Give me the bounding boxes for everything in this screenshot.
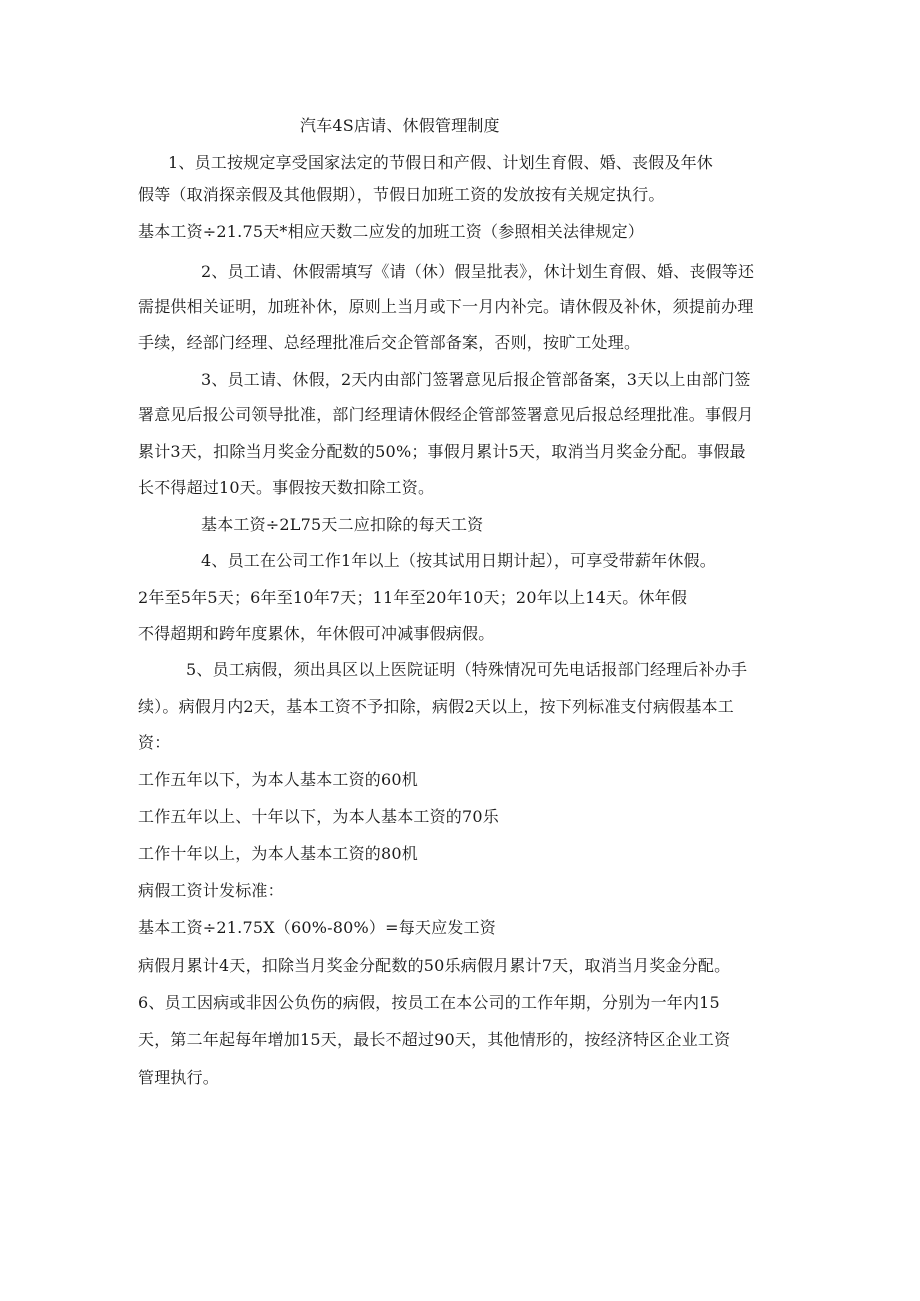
paragraph-line: 1、员工按规定享受国家法定的节假日和产假、计划生育假、婚、丧假及年休 (168, 153, 713, 172)
list-item: 工作五年以下，为本人基本工资的60机 (138, 770, 418, 789)
paragraph-line: 6、员工因病或非因公负伤的病假，按员工在本公司的工作年期，分别为一年内15 (138, 993, 720, 1012)
paragraph-line: 3、员工请、休假，2天内由部门签署意见后报企管部备案，3天以上由部门签 (201, 370, 751, 389)
formula-line: 基本工资÷21.75天*相应天数二应发的加班工资（参照相关法律规定） (138, 222, 645, 241)
paragraph-line: 2年至5年5天；6年至10年7天；11年至20年10天；20年以上14天。休年假 (138, 588, 688, 607)
paragraph-line: 续）。病假月内2天，基本工资不予扣除，病假2天以上，按下列标准支付病假基本工 (138, 697, 734, 716)
paragraph-line: 手续，经部门经理、总经理批准后交企管部备案，否则，按旷工处理。 (138, 333, 641, 352)
list-item: 工作五年以上、十年以下，为本人基本工资的70乐 (138, 807, 499, 826)
paragraph-line: 需提供相关证明，加班补休，原则上当月或下一月内补完。请休假及补休，须提前办理 (138, 297, 754, 316)
paragraph-line: 病假月累计4天，扣除当月奖金分配数的50乐病假月累计7天，取消当月奖金分配。 (138, 956, 731, 975)
paragraph-line: 管理执行。 (138, 1068, 220, 1087)
paragraph-line: 天，第二年起每年增加15天，最长不超过90天，其他情形的，按经济特区企业工资 (138, 1030, 731, 1049)
formula-line: 基本工资÷21.75X（60%-80%）=每天应发工资 (138, 918, 496, 937)
paragraph-line: 假等（取消探亲假及其他假期），节假日加班工资的发放按有关规定执行。 (138, 185, 665, 204)
paragraph-line: 病假工资计发标准： (138, 881, 284, 900)
paragraph-line: 4、员工在公司工作1年以上（按其试用日期计起），可享受带薪年休假。 (201, 551, 716, 570)
list-item: 工作十年以上，为本人基本工资的80机 (138, 844, 418, 863)
paragraph-line: 署意见后报公司领导批准，部门经理请休假经企管部签署意见后报总经理批准。事假月 (138, 405, 754, 424)
formula-line: 基本工资÷2L75天二应扣除的每天工资 (201, 515, 484, 534)
paragraph-line: 长不得超过10天。事假按天数扣除工资。 (138, 478, 435, 497)
paragraph-line: 2、员工请、休假需填写《请（休）假呈批表》，休计划生育假、婚、丧假等还 (201, 262, 755, 281)
paragraph-line: 累计3天，扣除当月奖金分配数的50%；事假月累计5天，取消当月奖金分配。事假最 (138, 442, 746, 461)
paragraph-line: 5、员工病假，须出具区以上医院证明（特殊情况可先电话报部门经理后补办手 (186, 660, 748, 679)
paragraph-line: 不得超期和跨年度累休，年休假可冲减事假病假。 (138, 624, 495, 643)
document-title: 汽车4S店请、休假管理制度 (300, 116, 500, 135)
paragraph-line: 资： (138, 733, 171, 752)
